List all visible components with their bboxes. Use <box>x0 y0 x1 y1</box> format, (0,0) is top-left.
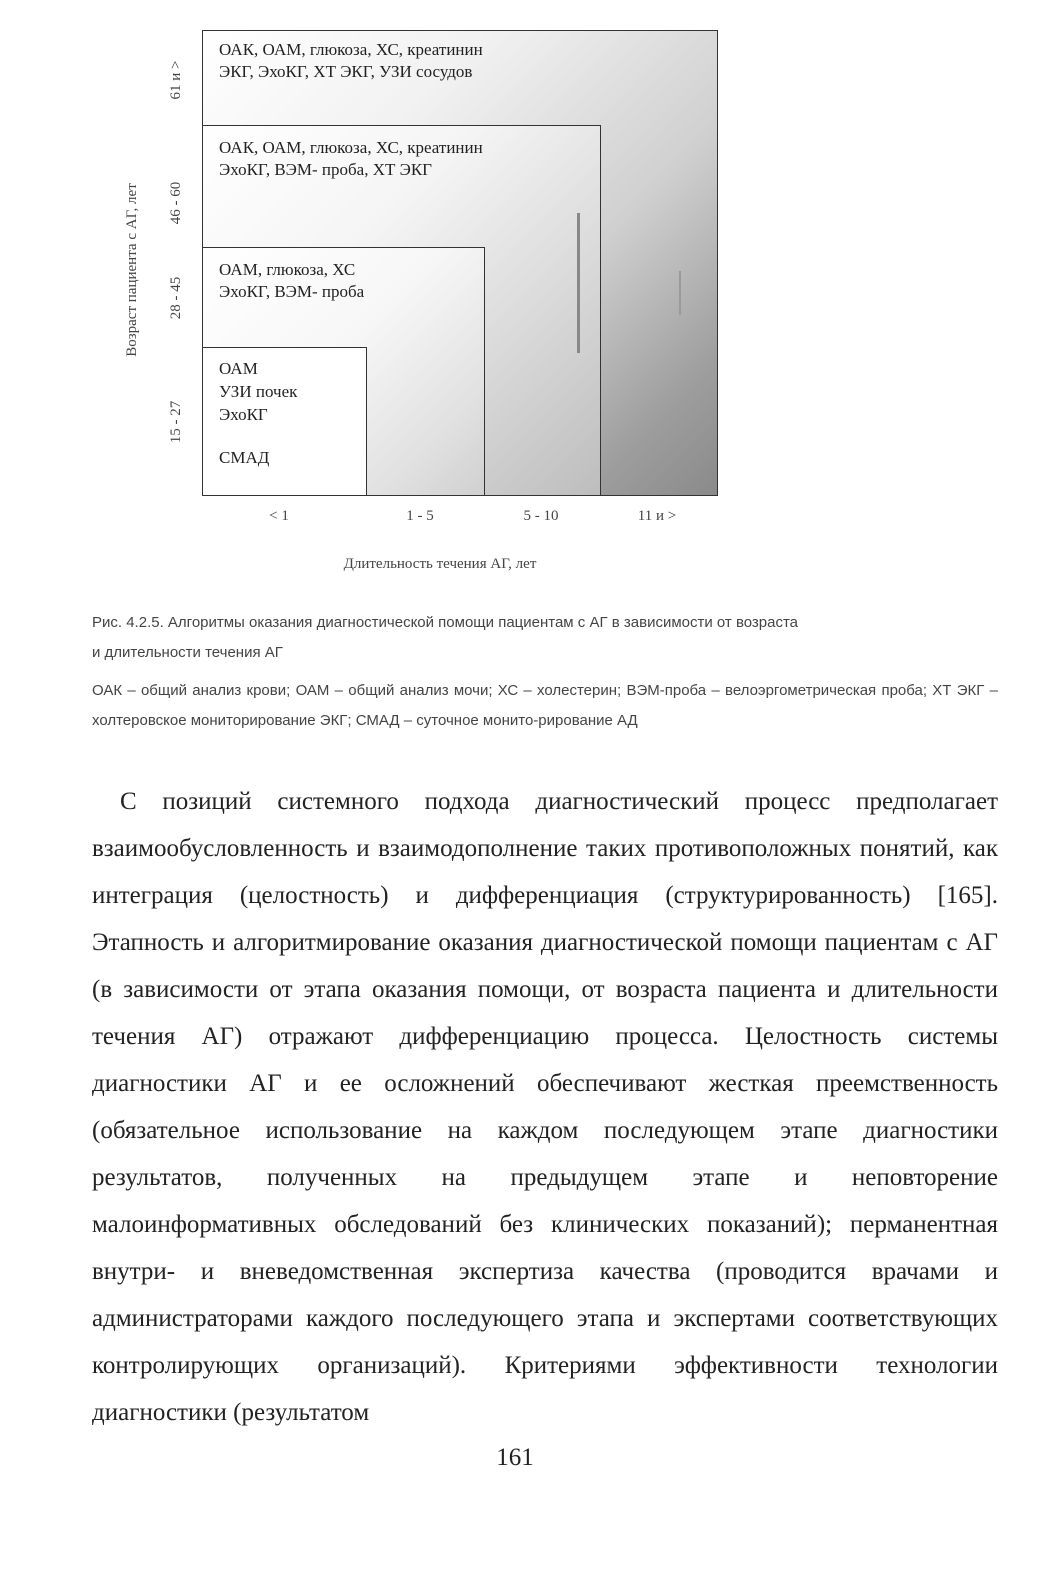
caption-line: и длительности течения АГ <box>92 644 283 661</box>
zone-text-age-28-45 <box>219 259 364 303</box>
zone-line: ЭхоКГ, ВЭМ- проба <box>219 282 365 301</box>
scan-mark <box>577 213 580 353</box>
y-tick-age-61-plus: 61 и > <box>168 60 184 100</box>
x-tick-duration-11-plus: 11 и > <box>637 508 677 524</box>
age-duration-grid <box>202 30 718 496</box>
x-tick-duration-5-10: 5 - 10 <box>523 508 559 524</box>
y-tick-age-46-60: 46 - 60 <box>168 181 184 225</box>
y-tick-age-15-27: 15 - 27 <box>168 400 184 444</box>
caption-line: Рис. 4.2.5. Алгоритмы оказания диагностической помощи пациентам с АГ в зависимости от возраста <box>92 614 799 631</box>
figure-caption <box>92 608 998 668</box>
zone-line: ОАМ <box>219 359 258 378</box>
scan-mark <box>679 271 681 315</box>
zone-line: ОАК, ОАМ, глюкоза, ХС, креатинин <box>219 40 483 59</box>
page-number: 161 <box>496 1444 534 1471</box>
y-axis-title: Возраст пациента с АГ, лет <box>124 183 140 357</box>
zone-line: СМАД <box>219 448 270 467</box>
body-paragraph <box>92 778 998 1436</box>
x-tick-duration-lt-1: < 1 <box>269 508 289 524</box>
zone-line: ЭхоКГ <box>219 405 268 424</box>
zone-text-age-15-27 <box>219 357 297 469</box>
zone-line: ЭхоКГ, ВЭМ- проба, ХТ ЭКГ <box>219 160 433 179</box>
zone-line: ЭКГ, ЭхоКГ, ХТ ЭКГ, УЗИ сосудов <box>219 62 473 81</box>
zone-line: УЗИ почек <box>219 382 298 401</box>
x-tick-duration-1-5: 1 - 5 <box>406 508 434 524</box>
zone-text-age-61-plus <box>219 39 483 83</box>
zone-text-age-46-60 <box>219 137 483 181</box>
y-tick-age-28-45: 28 - 45 <box>168 276 184 320</box>
x-axis-title: Длительность течения АГ, лет <box>343 556 537 572</box>
zone-line: ОАМ, глюкоза, ХС <box>219 260 356 279</box>
zone-line: ОАК, ОАМ, глюкоза, ХС, креатинин <box>219 138 483 157</box>
diagnostic-algorithm-figure <box>0 0 1048 590</box>
abbreviation-legend: ОАК – общий анализ крови; ОАМ – общий анализ мочи; ХС – холестерин; ВЭМ-проба – велоэргометрическая проба; ХТ ЭКГ – холтеровское мониторирование ЭКГ; СМАД – суточное монито-рирование АД <box>92 682 998 729</box>
paragraph-text: С позиций системного подхода диагностический процесс предполагает взаимообусловленность и взаимодополнение таких противоположных понятий, как интеграция (целостность) и дифференциация (структурированность) [165]. Этапность и алгоритмирование оказания диагностической помощи пациентам с АГ (в зависимости от этапа оказания помощи, от возраста пациента и длительности течения АГ) отражают дифференциацию процесса. Целостность системы диагностики АГ и ее осложнений обеспечивают жесткая преемственность (обязательное использование на каждом последующем этапе диагностики результатов, полученных на предыдущем этапе и неповторение малоинформативных обследований без клинических показаний); перманентная внутри- и вневедомственная экспертиза качества (проводится врачами и администраторами каждого последующего этапа и экспертами соответствующих контролирующих организаций). Критериями эффективности технологии диагностики (результатом <box>92 788 998 1426</box>
